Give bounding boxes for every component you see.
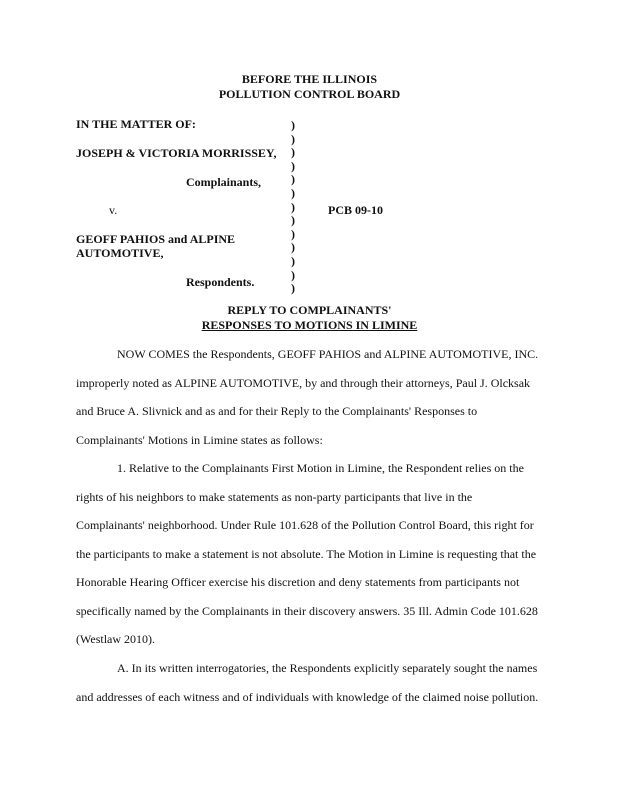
reply-title-line1: REPLY TO COMPLAINANTS' xyxy=(227,303,392,317)
body-line: rights of his neighbors to make statements as non-party participants that live in the xyxy=(76,490,473,504)
paren: ) xyxy=(291,240,295,255)
body-line: Honorable Hearing Officer exercise his discretion and deny statements from participants not xyxy=(76,575,520,589)
paren: ) xyxy=(291,158,295,173)
body-line: specifically named by the Complainants in their discovery answers. 35 Ill. Admin Code 101.628 xyxy=(76,604,538,618)
case-number: PCB 09-10 xyxy=(328,203,383,217)
paren: ) xyxy=(291,213,295,228)
paren: ) xyxy=(291,226,295,241)
respondent-names-line1: GEOFF PAHIOS and ALPINE xyxy=(76,232,236,246)
body-line: improperly noted as ALPINE AUTOMOTIVE, by and through their attorneys, Paul J. Olcksak xyxy=(76,376,531,390)
complainant-names: JOSEPH & VICTORIA MORRISSEY, xyxy=(76,146,277,160)
body-line: (Westlaw 2010). xyxy=(76,632,156,646)
paren: ) xyxy=(291,145,295,160)
body-line: and addresses of each witness and of individuals with knowledge of the claimed noise pollution. xyxy=(76,690,539,704)
complainants-label: Complainants, xyxy=(186,175,262,189)
body-line: 1. Relative to the Complainants First Motion in Limine, the Respondent relies on the xyxy=(117,461,524,475)
in-matter-label: IN THE MATTER OF: xyxy=(76,117,196,131)
paren: ) xyxy=(291,118,295,132)
paren: ) xyxy=(291,253,295,268)
paren: ) xyxy=(291,199,295,214)
body-line: Complainants' neighborhood. Under Rule 101.628 of the Pollution Control Board, this right for xyxy=(76,518,534,532)
respondent-names-line2: AUTOMOTIVE, xyxy=(76,246,164,260)
body-line: Complainants' Motions in Limine states as follows: xyxy=(76,433,323,447)
caption-parenthesis-column xyxy=(291,119,301,296)
board-header-line1: BEFORE THE ILLINOIS xyxy=(241,72,378,86)
paren: ) xyxy=(291,172,295,187)
respondents-label: Respondents. xyxy=(186,275,255,289)
board-header-line2: POLLUTION CONTROL BOARD xyxy=(218,87,401,101)
paren: ) xyxy=(291,281,295,296)
reply-title-line2: RESPONSES TO MOTIONS IN LIMINE xyxy=(201,318,418,332)
body-line: the participants to make a statement is not absolute. The Motion in Limine is requesting that the xyxy=(76,547,537,561)
versus-label: v. xyxy=(109,203,118,217)
body-line: and Bruce A. Slivnick and as and for their Reply to the Complainants' Responses to xyxy=(76,404,478,418)
body-line: A. In its written interrogatories, the Respondents explicitly separately sought the names xyxy=(117,661,538,675)
body-line: NOW COMES the Respondents, GEOFF PAHIOS and ALPINE AUTOMOTIVE, INC. xyxy=(117,347,539,361)
paren: ) xyxy=(291,185,295,200)
paren: ) xyxy=(291,131,295,146)
paren: ) xyxy=(291,267,295,282)
